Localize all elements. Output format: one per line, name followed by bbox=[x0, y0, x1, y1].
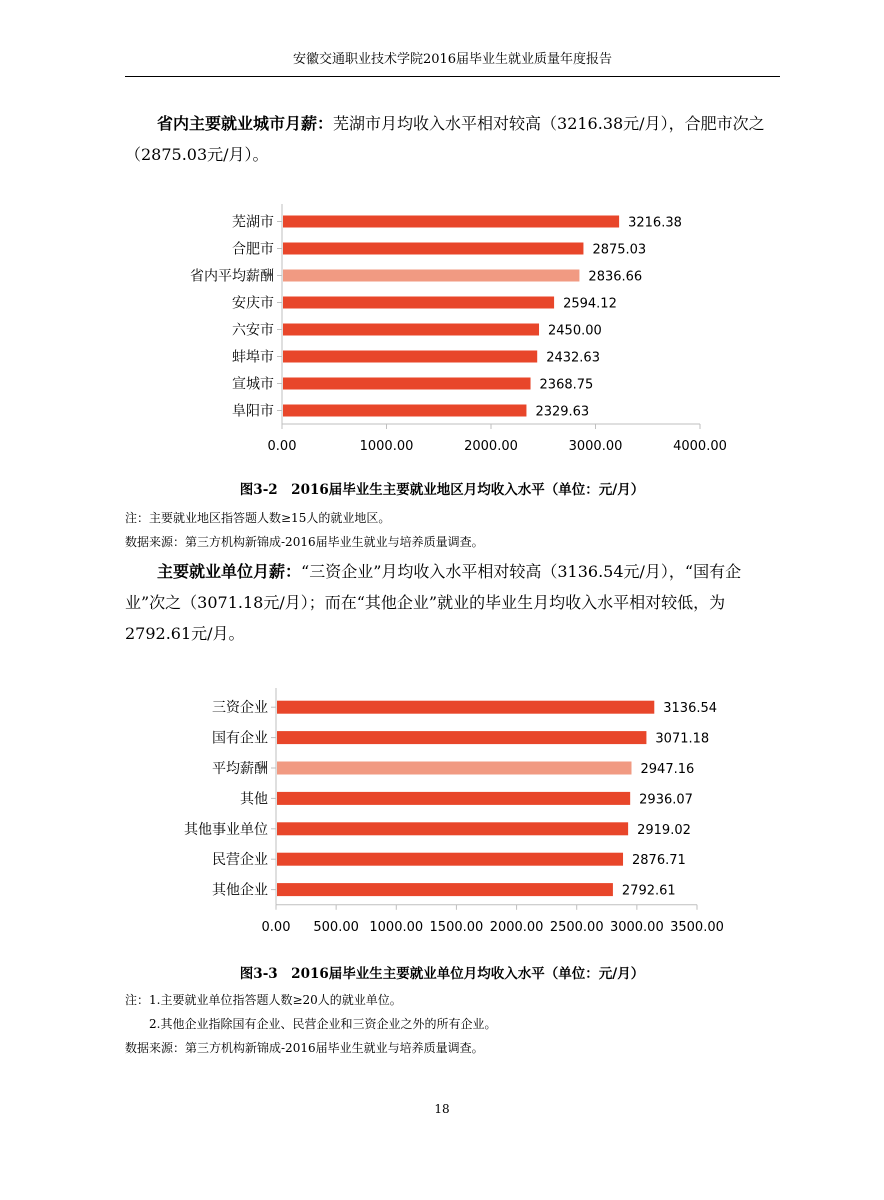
bar bbox=[277, 701, 654, 714]
category-label: 其他企业 bbox=[212, 882, 268, 899]
bar bbox=[283, 297, 554, 309]
x-tick-label: 1000.00 bbox=[359, 439, 414, 454]
data-label: 3216.38 bbox=[628, 215, 682, 231]
data-label: 3136.54 bbox=[663, 701, 718, 717]
x-tick-label: 2500.00 bbox=[549, 919, 604, 935]
data-label: 2947.16 bbox=[640, 762, 695, 777]
figure-caption-3-2: 图3-2 2016届毕业生主要就业地区月均收入水平（单位：元/月） bbox=[239, 482, 645, 498]
category-label: 其他 bbox=[240, 791, 268, 808]
bar bbox=[283, 405, 526, 417]
x-tick-label: 1500.00 bbox=[429, 919, 484, 935]
x-tick-label: 1000.00 bbox=[369, 919, 424, 935]
data-label: 2432.63 bbox=[546, 350, 600, 366]
data-label: 2936.07 bbox=[639, 792, 693, 808]
source-region: 数据来源：第三方机构新锦成-2016届毕业生就业与培养质量调查。 bbox=[125, 535, 484, 549]
bar bbox=[277, 883, 613, 896]
x-tick-label: 3000.00 bbox=[609, 919, 664, 935]
data-label: 2875.03 bbox=[592, 242, 647, 258]
bar bbox=[283, 270, 579, 282]
section2-lead: 主要就业单位月薪： bbox=[157, 562, 302, 581]
data-label: 2450.00 bbox=[548, 323, 602, 339]
section2-text: “三资企业”月均收入水平相对较高（3136.54元/月），“国有企业”次之（3071.18元/月）；而在“其他企业”就业的毕业生月均收入水平相对较低，为2792.61元/月。 bbox=[125, 562, 742, 643]
data-label: 2594.12 bbox=[563, 296, 617, 312]
data-label: 2836.66 bbox=[588, 269, 643, 285]
x-tick-label: 500.00 bbox=[313, 919, 359, 935]
x-tick-label: 2000.00 bbox=[464, 439, 518, 454]
region-salary-chart bbox=[0, 200, 884, 460]
data-label: 2792.61 bbox=[621, 883, 676, 899]
category-label: 芜湖市 bbox=[232, 214, 274, 231]
bar bbox=[277, 762, 632, 775]
section1-paragraph bbox=[125, 108, 780, 170]
x-tick-label: 2000.00 bbox=[489, 919, 544, 935]
bar bbox=[277, 853, 623, 866]
x-tick-label: 0.00 bbox=[261, 919, 291, 935]
bar bbox=[277, 822, 628, 835]
unit-salary-chart bbox=[0, 684, 884, 944]
bar bbox=[283, 324, 539, 336]
x-tick-label: 0.00 bbox=[267, 439, 297, 454]
category-label: 平均薪酬 bbox=[212, 761, 268, 777]
data-label: 2368.75 bbox=[539, 377, 594, 393]
bar bbox=[283, 216, 619, 228]
section1-lead: 省内主要就业城市月薪： bbox=[157, 114, 334, 133]
x-tick-label: 3000.00 bbox=[568, 439, 623, 454]
bar bbox=[283, 243, 583, 255]
category-label: 国有企业 bbox=[212, 730, 268, 747]
chart-unit-salary bbox=[0, 684, 884, 944]
data-label: 2876.71 bbox=[632, 853, 686, 869]
data-label: 2919.02 bbox=[637, 822, 691, 838]
category-label: 六安市 bbox=[232, 322, 274, 339]
x-tick-label: 4000.00 bbox=[673, 439, 727, 454]
note-unit-2: 2.其他企业指除国有企业、民营企业和三资企业之外的所有企业。 bbox=[149, 1017, 497, 1031]
category-label: 安庆市 bbox=[232, 295, 274, 312]
figure-caption-3-3: 图3-3 2016届毕业生主要就业单位月均收入水平（单位：元/月） bbox=[239, 966, 645, 982]
bar bbox=[277, 792, 630, 805]
category-label: 宣城市 bbox=[232, 376, 274, 393]
x-tick-label: 3500.00 bbox=[670, 919, 724, 935]
category-label: 阜阳市 bbox=[232, 403, 274, 420]
category-label: 省内平均薪酬 bbox=[190, 268, 274, 285]
category-label: 其他事业单位 bbox=[184, 821, 268, 838]
header-title: 安徽交通职业技术学院2016届毕业生就业质量年度报告 bbox=[292, 52, 613, 67]
page-number: 18 bbox=[434, 1102, 450, 1116]
category-label: 合肥市 bbox=[232, 241, 274, 258]
data-label: 2329.63 bbox=[535, 404, 590, 420]
section1-text: 芜湖市月均收入水平相对较高（3216.38元/月），合肥市次之（2875.03元/月）。 bbox=[125, 114, 765, 164]
category-label: 蚌埠市 bbox=[232, 349, 274, 366]
bar bbox=[283, 351, 537, 363]
page-header bbox=[125, 50, 780, 77]
source-unit: 数据来源：第三方机构新锦成-2016届毕业生就业与培养质量调查。 bbox=[125, 1041, 484, 1055]
bar bbox=[277, 731, 646, 744]
chart-region-salary bbox=[0, 200, 884, 460]
data-label: 3071.18 bbox=[655, 731, 710, 747]
bar bbox=[283, 378, 531, 390]
category-label: 民营企业 bbox=[212, 852, 268, 869]
category-label: 三资企业 bbox=[212, 700, 268, 717]
note-unit-1: 注：1.主要就业单位指答题人数≥20人的就业单位。 bbox=[125, 993, 402, 1007]
note-region: 注：主要就业地区指答题人数≥15人的就业地区。 bbox=[125, 511, 391, 525]
section2-paragraph bbox=[125, 556, 780, 649]
